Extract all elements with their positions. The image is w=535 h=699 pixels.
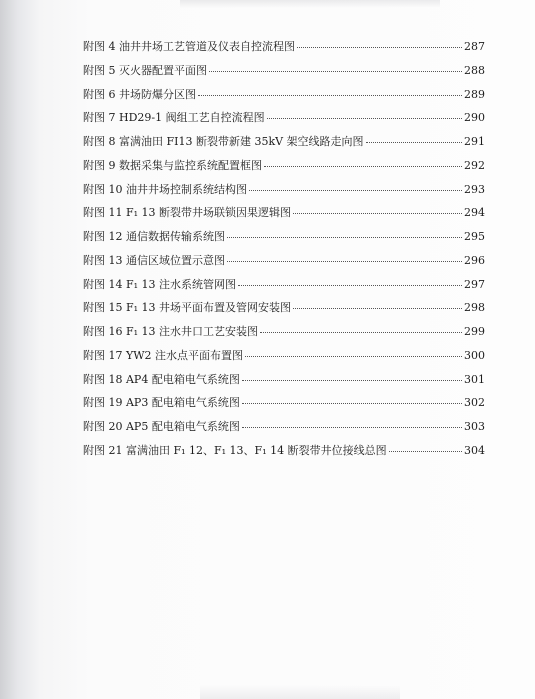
toc-entry-title: 附图 11 F₁ 13 断裂带井场联锁因果逻辑图 <box>83 206 292 220</box>
toc-entry <box>83 442 485 466</box>
toc-dot-leader <box>209 71 462 72</box>
toc-entry <box>83 252 485 276</box>
toc-entry-title: 附图 14 F₁ 13 注水系统管网图 <box>83 277 237 291</box>
toc-entry-page: 294 <box>464 206 485 220</box>
toc-entry <box>83 157 485 181</box>
toc-entry-title: 附图 15 F₁ 13 井场平面布置及管网安装图 <box>83 301 292 315</box>
scan-bleed-top <box>180 0 440 8</box>
toc-entry <box>83 347 485 371</box>
toc-entry-page: 296 <box>464 253 485 267</box>
toc-entry <box>83 418 485 442</box>
toc-entry-page: 304 <box>464 443 485 457</box>
toc-dot-leader <box>242 380 462 381</box>
toc-dot-leader <box>267 118 462 119</box>
toc-entry-page: 287 <box>464 40 485 53</box>
toc-entry <box>83 62 485 86</box>
toc-entry <box>83 38 485 62</box>
toc-entry-page: 292 <box>464 158 485 172</box>
toc-entry-title: 附图 9 数据采集与监控系统配置框图 <box>83 158 262 172</box>
toc-entry <box>83 299 485 323</box>
toc-entry-title: 附图 16 F₁ 13 注水井口工艺安装图 <box>83 325 259 338</box>
toc-entry-title: 附图 6 井场防爆分区图 <box>83 87 196 101</box>
toc-entry-page: 293 <box>464 182 485 196</box>
toc-entry-title: 附图 10 油井井场控制系统结构图 <box>83 182 247 196</box>
toc-dot-leader <box>264 166 462 167</box>
toc-entry <box>83 394 485 418</box>
toc-entry <box>83 109 485 133</box>
toc-entry-title: 附图 21 富满油田 F₁ 12、F₁ 13、F₁ 14 断裂带井位接线总图 <box>83 443 387 457</box>
toc-entry <box>83 181 485 205</box>
toc-dot-leader <box>366 142 462 143</box>
toc-entry-title: 附图 18 AP4 配电箱电气系统图 <box>83 372 240 386</box>
toc-entry <box>83 86 485 110</box>
toc-entry <box>83 228 485 252</box>
toc-entry <box>83 323 485 347</box>
toc-dot-leader <box>245 356 462 357</box>
toc-dot-leader <box>389 451 462 452</box>
toc-entry-page: 299 <box>464 325 485 338</box>
toc-dot-leader <box>198 95 462 96</box>
toc-dot-leader <box>297 47 462 48</box>
toc-entry-page: 302 <box>464 396 485 410</box>
toc-entry-title: 附图 20 AP5 配电箱电气系统图 <box>83 420 240 433</box>
toc-entry-page: 303 <box>464 420 485 433</box>
toc-dot-leader <box>227 261 462 262</box>
toc-entry-title: 附图 12 通信数据传输系统图 <box>83 230 225 243</box>
toc-entry-page: 298 <box>464 301 485 315</box>
toc-entry-title: 附图 7 HD29-1 阀组工艺自控流程图 <box>83 111 265 125</box>
toc-entry-page: 291 <box>464 135 485 148</box>
toc-entry <box>83 133 485 157</box>
toc-dot-leader <box>249 190 462 191</box>
toc-entry <box>83 204 485 228</box>
toc-entry-page: 297 <box>464 277 485 291</box>
toc-dot-leader <box>293 308 462 309</box>
toc-entry-page: 301 <box>464 372 485 386</box>
toc-dot-leader <box>227 237 462 238</box>
toc-entry-page: 288 <box>464 63 485 77</box>
scan-bleed-bottom <box>200 685 400 699</box>
toc-entry-page: 289 <box>464 87 485 101</box>
toc-entry-title: 附图 13 通信区域位置示意图 <box>83 253 225 267</box>
toc-entry-title: 附图 8 富满油田 FI13 断裂带新建 35kV 架空线路走向图 <box>83 135 364 148</box>
toc-entry-page: 300 <box>464 348 485 362</box>
toc-dot-leader <box>293 213 462 214</box>
toc-entry-title: 附图 5 灭火器配置平面图 <box>83 63 207 77</box>
table-of-contents <box>83 38 485 466</box>
toc-entry-title: 附图 19 AP3 配电箱电气系统图 <box>83 396 240 410</box>
toc-entry <box>83 371 485 395</box>
toc-entry-title: 附图 4 油井井场工艺管道及仪表自控流程图 <box>83 40 295 53</box>
toc-entry-page: 290 <box>464 111 485 125</box>
toc-entry-page: 295 <box>464 230 485 243</box>
toc-dot-leader <box>260 332 462 333</box>
toc-entry <box>83 276 485 300</box>
toc-dot-leader <box>242 403 462 404</box>
toc-dot-leader <box>242 427 462 428</box>
toc-dot-leader <box>238 285 462 286</box>
toc-entry-title: 附图 17 YW2 注水点平面布置图 <box>83 348 244 362</box>
